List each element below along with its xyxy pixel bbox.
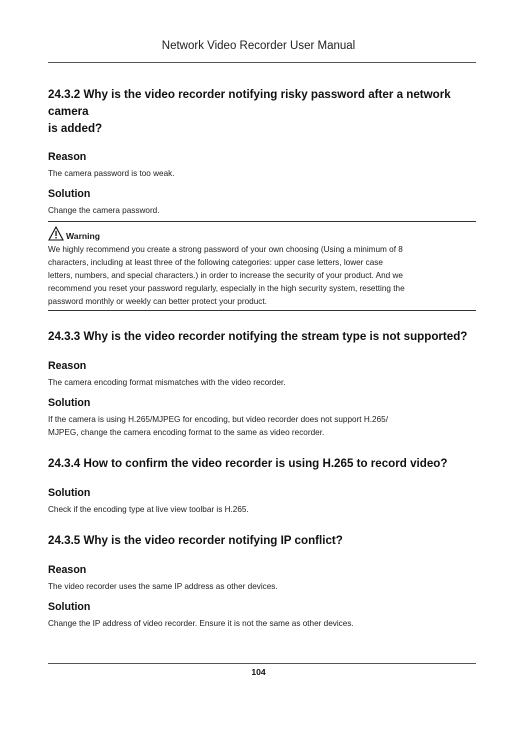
reason-text: The camera password is too weak. [48, 169, 175, 178]
reason-heading: Reason [48, 151, 87, 163]
warning-header [48, 222, 476, 241]
solution-text [48, 413, 476, 439]
solution-heading: Solution [48, 397, 91, 409]
reason-text: The video recorder uses the same IP address as other devices. [48, 582, 278, 591]
solution-heading: Solution [48, 601, 91, 613]
solution-line: MJPEG, change the camera encoding format to the same as video recorder. [48, 428, 325, 437]
warning-bottom-rule [48, 310, 476, 311]
warning-block [48, 221, 476, 311]
footer-divider [48, 663, 476, 664]
section-title: 24.3.3 Why is the video recorder notifying the stream type is not supported? [48, 330, 468, 343]
solution-text: Change the camera password. [48, 206, 160, 215]
section-24-3-5 [48, 532, 476, 630]
warning-line: recommend you reset your password regularly, especially in the high security system, resetting the [48, 284, 405, 293]
page-number: 104 [251, 667, 266, 677]
solution-heading: Solution [48, 188, 91, 200]
solution-text: Check if the encoding type at live view toolbar is H.265. [48, 505, 249, 514]
section-title: 24.3.4 How to confirm the video recorder is using H.265 to record video? [48, 457, 448, 470]
section-24-3-4 [48, 455, 476, 516]
warning-line: password monthly or weekly can better protect your product. [48, 297, 267, 306]
warning-line: We highly recommend you create a strong password of your own choosing (Using a minimum of 8 [48, 245, 403, 254]
solution-text: Change the IP address of video recorder. Ensure it is not the same as other devices. [48, 619, 354, 628]
section-title-line: is added? [48, 122, 103, 135]
page-header: Network Video Recorder User Manual [161, 40, 356, 52]
reason-text: The camera encoding format mismatches with the video recorder. [48, 378, 286, 387]
section-24-3-3 [48, 328, 476, 439]
reason-heading: Reason [48, 360, 87, 372]
reason-heading: Reason [48, 564, 87, 576]
warning-line: characters, including at least three of the following categories: upper case letters, lower case [48, 258, 383, 267]
page-content [48, 86, 476, 630]
solution-line: If the camera is using H.265/MJPEG for encoding, but video recorder does not support H.265/ [48, 415, 388, 424]
section-title [48, 86, 476, 137]
section-title-line: 24.3.2 Why is the video recorder notifying risky password after a network camera [48, 88, 451, 118]
header-divider [48, 62, 476, 63]
solution-heading: Solution [48, 487, 91, 499]
section-24-3-2 [48, 86, 476, 311]
warning-label: Warning [66, 231, 101, 241]
warning-triangle-icon [48, 226, 64, 241]
warning-text [48, 243, 476, 308]
warning-line: letters, numbers, and special characters.) in order to increase the security of your product. And we [48, 271, 403, 280]
section-title: 24.3.5 Why is the video recorder notifying IP conflict? [48, 534, 343, 547]
